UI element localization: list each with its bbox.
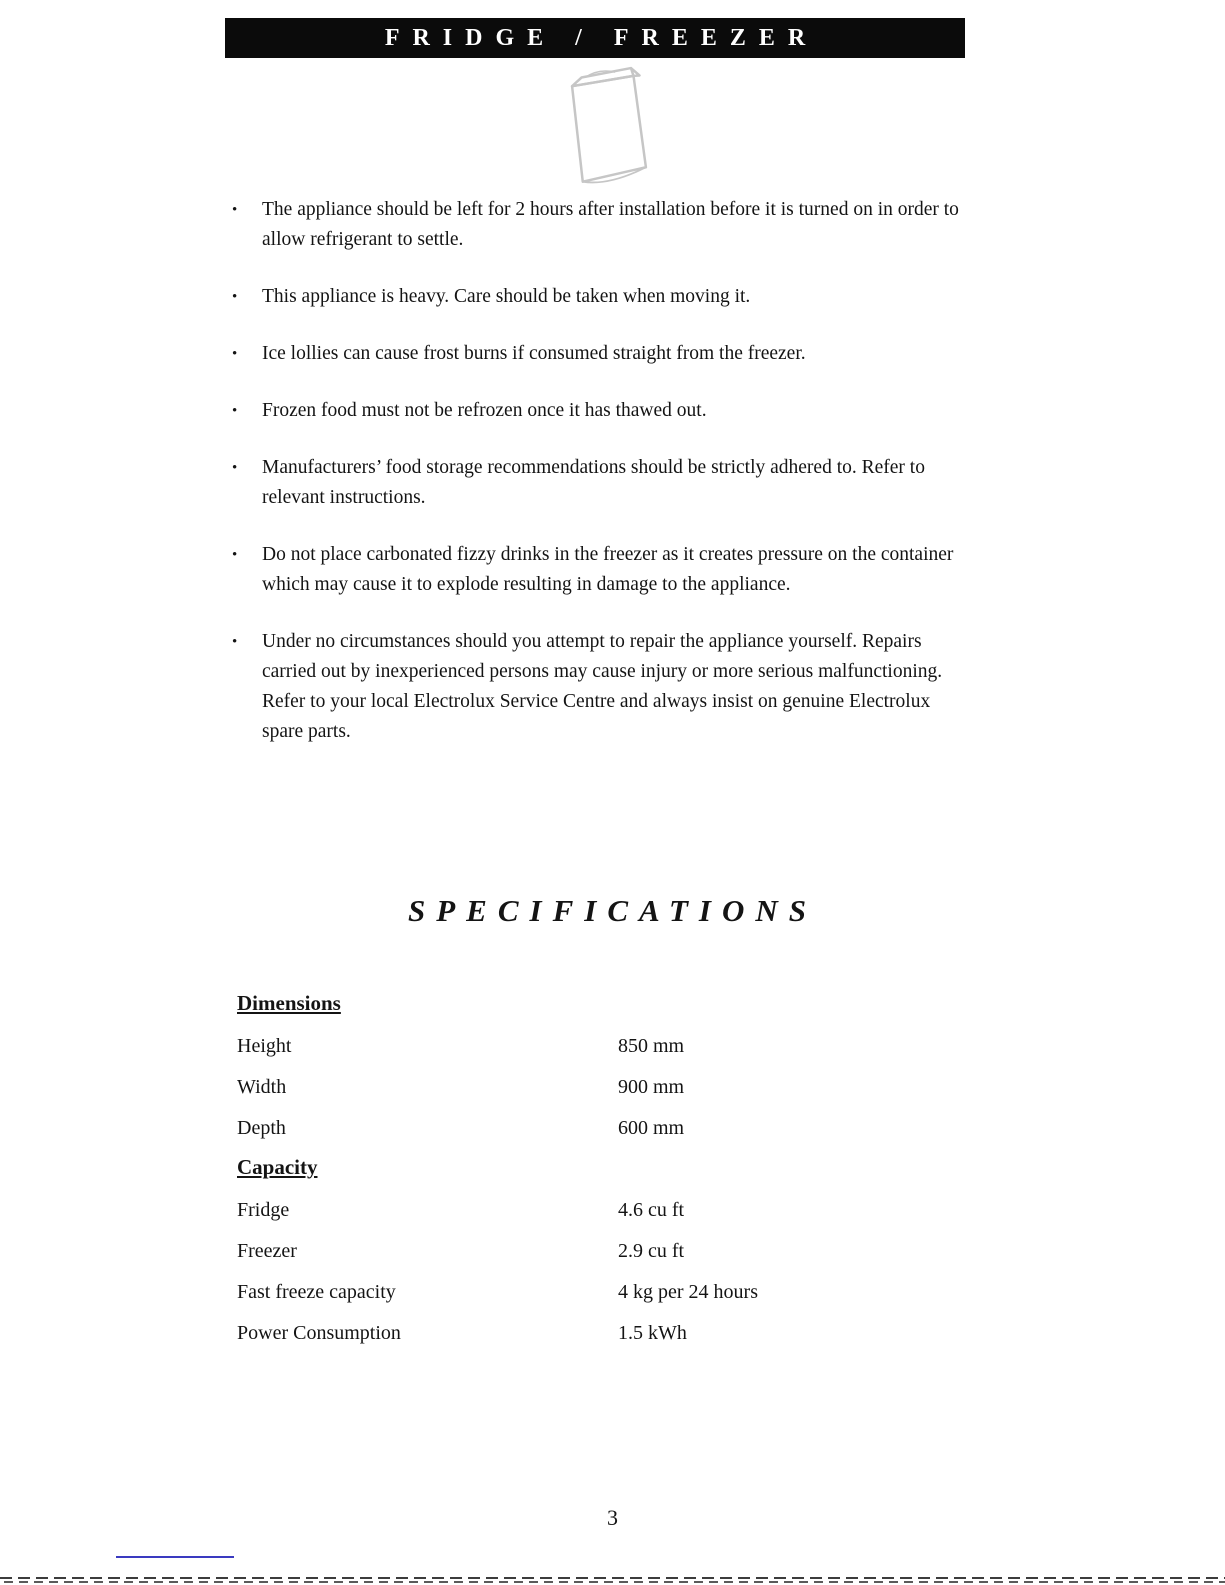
bullet-text: The appliance should be left for 2 hours after installation before it is turned on in order to allow refrigerant to settle. xyxy=(262,199,959,250)
bullet-text: This appliance is heavy. Care should be taken when moving it. xyxy=(262,286,751,307)
spec-label: Fast freeze capacity xyxy=(237,1281,396,1303)
spec-section-heading-dimensions: Dimensions xyxy=(237,991,341,1015)
spec-label: Width xyxy=(237,1076,287,1098)
spec-section-heading-capacity: Capacity xyxy=(237,1155,318,1179)
list-item xyxy=(230,453,975,513)
list-item xyxy=(230,282,975,312)
spec-label: Height xyxy=(237,1035,292,1057)
blue-scan-underline xyxy=(116,1556,234,1558)
table-row xyxy=(237,1231,977,1272)
table-row xyxy=(237,1067,977,1108)
bullet-icon: • xyxy=(232,202,238,218)
bullet-text: Under no circumstances should you attempt to repair the appliance yourself. Repairs carried out by inexperienced persons may cause injury or more serious malfunctioning. Refer to your local Electrolux Service Centre and always insist on genuine Electrolux spare parts. xyxy=(262,631,943,742)
list-item xyxy=(230,195,975,255)
spec-value: 600 mm xyxy=(618,1117,685,1139)
list-item xyxy=(230,627,975,747)
bullet-text: Frozen food must not be refrozen once it has thawed out. xyxy=(262,400,707,421)
fridge-sketch-illustration xyxy=(545,62,665,192)
bullet-icon: • xyxy=(232,289,238,305)
specifications-table xyxy=(237,985,977,1354)
spec-value: 1.5 kWh xyxy=(618,1322,687,1344)
table-row xyxy=(237,1313,977,1354)
spec-label: Fridge xyxy=(237,1199,290,1221)
table-row xyxy=(237,1272,977,1313)
list-item xyxy=(230,540,975,600)
bullet-icon: • xyxy=(232,403,238,419)
bullet-text: Do not place carbonated fizzy drinks in the freezer as it creates pressure on the container which may cause it to explode resulting in damage to the appliance. xyxy=(262,544,954,595)
list-item xyxy=(230,339,975,369)
spec-label: Power Consumption xyxy=(237,1322,401,1344)
bullet-icon: • xyxy=(232,634,238,650)
spec-value: 4 kg per 24 hours xyxy=(618,1281,758,1303)
page-header-bar xyxy=(225,18,965,58)
spec-label: Freezer xyxy=(237,1240,297,1262)
spec-value: 4.6 cu ft xyxy=(618,1199,685,1221)
page-header-title: FRIDGE / FREEZER xyxy=(384,24,819,51)
bullet-icon: • xyxy=(232,547,238,563)
table-row xyxy=(237,1026,977,1067)
specifications-title: SPECIFICATIONS xyxy=(408,893,817,928)
page-number: 3 xyxy=(607,1505,618,1530)
bullet-icon: • xyxy=(232,346,238,362)
torn-edge-scan-artifact xyxy=(0,1577,1225,1583)
spec-label: Depth xyxy=(237,1117,286,1139)
spec-value: 900 mm xyxy=(618,1076,685,1098)
list-item xyxy=(230,396,975,426)
bullet-text: Ice lollies can cause frost burns if consumed straight from the freezer. xyxy=(262,343,806,364)
spec-value: 850 mm xyxy=(618,1035,685,1057)
table-row xyxy=(237,1190,977,1231)
safety-bullet-list xyxy=(230,195,975,774)
spec-value: 2.9 cu ft xyxy=(618,1240,685,1262)
table-row xyxy=(237,1108,977,1149)
bullet-text: Manufacturers’ food storage recommendations should be strictly adhered to. Refer to relevant instructions. xyxy=(262,457,925,508)
bullet-icon: • xyxy=(232,460,238,476)
